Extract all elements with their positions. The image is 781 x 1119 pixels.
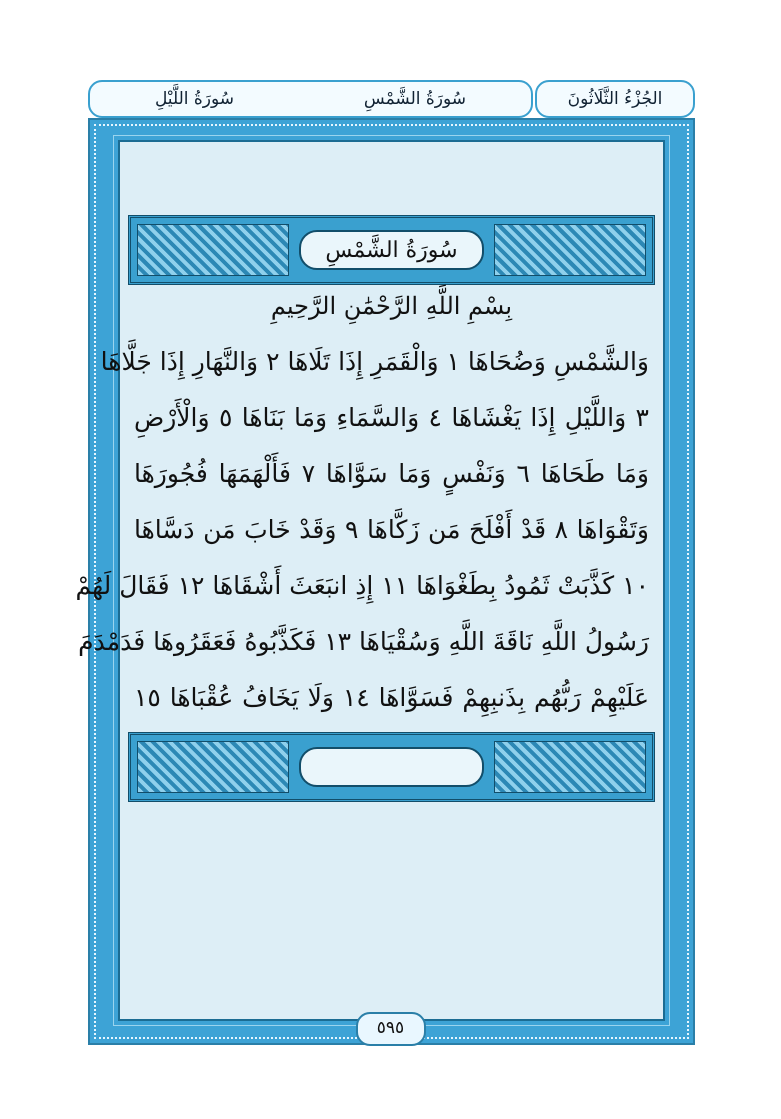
ornamental-frame bbox=[75, 118, 695, 1045]
verses-block bbox=[75, 334, 649, 726]
verse-line: وَالشَّمْسِ وَضُحَاهَا ١ وَالْقَمَرِ إِذَا تَلَاهَا ٢ وَالنَّهَارِ إِذَا جَلَّاهَا bbox=[100, 347, 649, 376]
closing-band-center bbox=[299, 747, 484, 787]
page-number: ٥٩٥ bbox=[356, 1012, 426, 1046]
ornament-right-icon bbox=[494, 224, 646, 276]
verse-line: وَمَا طَحَاهَا ٦ وَنَفْسٍ وَمَا سَوَّاهَا ٧ فَأَلْهَمَهَا فُجُورَهَا bbox=[134, 459, 649, 488]
page-header bbox=[88, 80, 695, 122]
page-content bbox=[75, 140, 665, 1021]
surah-next-label: سُورَةُ اللَّيْلِ bbox=[154, 89, 235, 109]
ornament-right-icon bbox=[494, 741, 646, 793]
verse-line: ١٠ كَذَّبَتْ ثَمُودُ بِطَغْوَاهَا ١١ إِذِ انبَعَثَ أَشْقَاهَا ١٢ فَقَالَ لَهُمْ bbox=[75, 571, 649, 600]
surah-names-cartouche bbox=[88, 80, 533, 118]
closing-band bbox=[128, 732, 655, 802]
verse-line: ٣ وَاللَّيْلِ إِذَا يَغْشَاهَا ٤ وَالسَّمَاءِ وَمَا بَنَاهَا ٥ وَالْأَرْضِ bbox=[134, 403, 649, 432]
verse-line: رَسُولُ اللَّهِ نَاقَةَ اللَّهِ وَسُقْيَاهَا ١٣ فَكَذَّبُوهُ فَعَقَرُوهَا فَدَمْدَمَ bbox=[78, 627, 649, 656]
verse-line: عَلَيْهِمْ رَبُّهُم بِذَنبِهِمْ فَسَوَّاهَا ١٤ وَلَا يَخَافُ عُقْبَاهَا ١٥ bbox=[134, 683, 649, 712]
surah-title-band bbox=[128, 215, 655, 285]
surah-current-label: سُورَةُ الشَّمْسِ bbox=[363, 89, 467, 109]
surah-title: سُورَةُ الشَّمْسِ bbox=[299, 230, 484, 270]
juz-label: الجُزْءُ الثَّلَاثُونَ bbox=[535, 80, 695, 118]
basmala: بِسْمِ اللَّهِ الرَّحْمَٰنِ الرَّحِيمِ bbox=[270, 292, 513, 320]
ornament-left-icon bbox=[137, 741, 289, 793]
verse-line: وَتَقْوَاهَا ٨ قَدْ أَفْلَحَ مَن زَكَّاهَا ٩ وَقَدْ خَابَ مَن دَسَّاهَا bbox=[134, 515, 649, 544]
ornament-left-icon bbox=[137, 224, 289, 276]
